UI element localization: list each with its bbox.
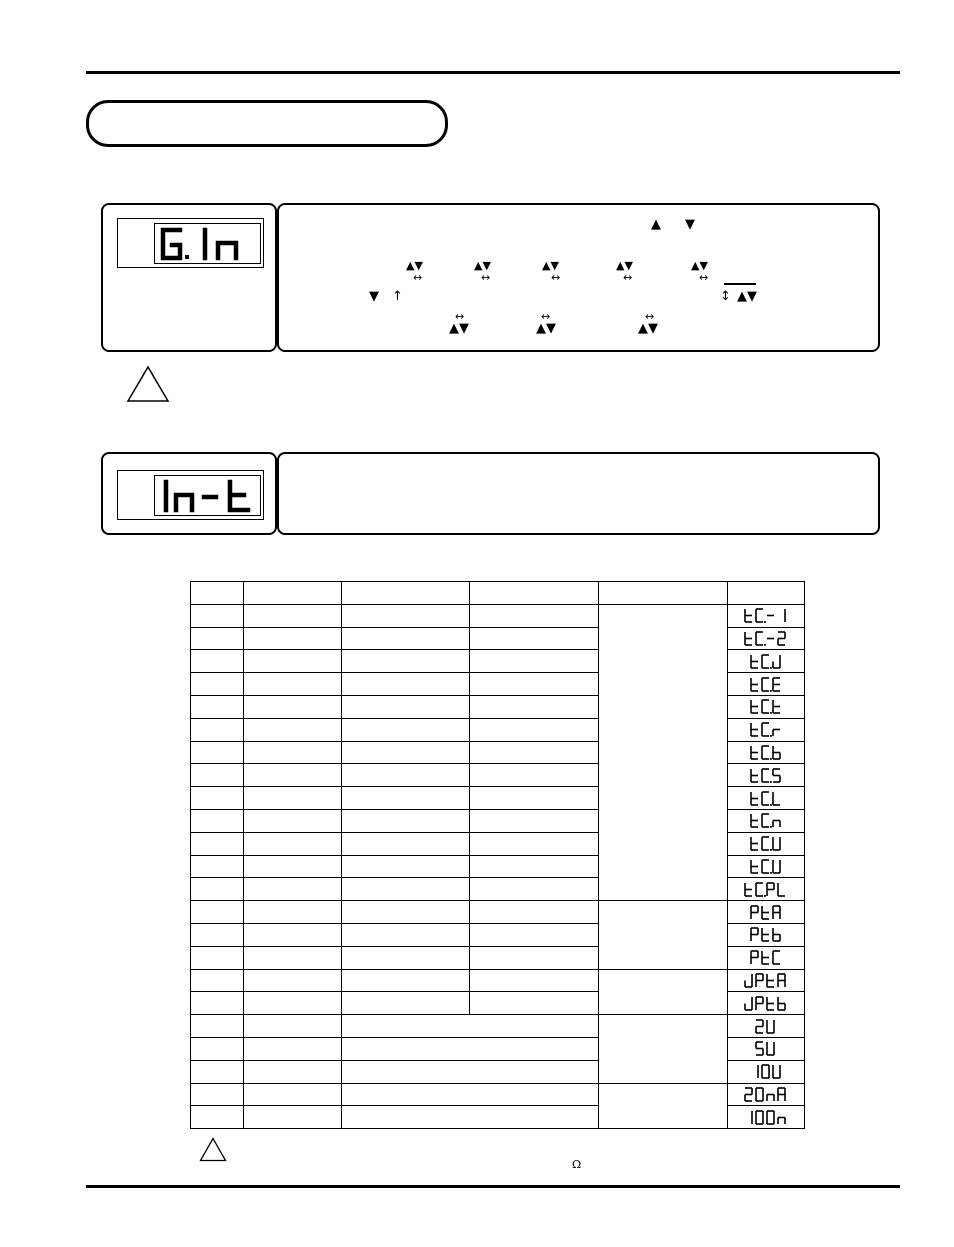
table-cell (342, 946, 470, 969)
table-cell (191, 946, 244, 969)
section-title-box (86, 100, 448, 147)
overline-mark (724, 283, 756, 285)
table-cell (191, 992, 244, 1015)
table-row (191, 1015, 805, 1038)
table-cell (342, 764, 470, 787)
table-cell (244, 878, 342, 901)
display-panel-g-in (101, 203, 277, 352)
table-cell (342, 832, 470, 855)
table-cell (244, 969, 342, 992)
table-cell (470, 969, 599, 992)
input-code-cell (728, 627, 805, 650)
table-cell (191, 1015, 244, 1038)
table-cell (342, 855, 470, 878)
segment-code-glyph (749, 926, 784, 943)
segment-code-glyph (749, 744, 784, 761)
table-cell (342, 627, 470, 650)
segment-code-glyph (749, 698, 784, 715)
input-type-table (190, 581, 805, 1129)
input-code-cell (728, 673, 805, 696)
table-cell (191, 1083, 244, 1106)
input-code-cell (728, 604, 805, 627)
description-panel-in-t (277, 452, 880, 535)
table-cell (191, 832, 244, 855)
table-cell (470, 832, 599, 855)
left-right-arrow-icon: ↔ (645, 310, 655, 323)
table-cell (342, 969, 470, 992)
table-cell (470, 764, 599, 787)
segment-code-glyph (743, 995, 789, 1012)
table-cell (244, 901, 342, 924)
input-code-cell (728, 946, 805, 969)
table-cell (191, 650, 244, 673)
table-cell (244, 1106, 342, 1129)
table-cell (342, 809, 470, 832)
up-down-keys-icon: ▲▼ (536, 321, 556, 336)
input-code-cell (728, 923, 805, 946)
input-code-cell (728, 809, 805, 832)
table-row (191, 1083, 805, 1106)
input-code-cell (728, 855, 805, 878)
caution-triangle-icon (199, 1137, 227, 1162)
segment-code-glyph (743, 1086, 789, 1103)
input-code-cell (728, 1015, 805, 1038)
table-cell (191, 695, 244, 718)
table-row (191, 969, 805, 992)
up-down-keys-icon: ▲▼ (449, 321, 469, 336)
segment-code-glyph (749, 904, 784, 921)
input-code-cell (728, 1083, 805, 1106)
table-cell (470, 718, 599, 741)
down-key-icon: ▼ (369, 289, 379, 304)
table-cell (191, 1106, 244, 1129)
table-cell (470, 946, 599, 969)
segment-code-glyph (749, 790, 784, 807)
segment-code-glyph (749, 676, 784, 693)
input-code-cell (728, 878, 805, 901)
table-cell (191, 878, 244, 901)
table-cell (244, 764, 342, 787)
segment-code-glyph (749, 1063, 784, 1080)
table-cell (191, 1037, 244, 1060)
table-cell (244, 1060, 342, 1083)
input-code-cell (728, 741, 805, 764)
segment-code-glyph (749, 767, 784, 784)
input-code-cell (728, 1037, 805, 1060)
input-code-cell (728, 969, 805, 992)
up-down-arrow-icon: ↕ (720, 289, 731, 304)
caution-triangle-icon (126, 365, 170, 403)
table-cell (470, 695, 599, 718)
segment-code-glyph (749, 721, 784, 738)
input-code-cell (728, 1106, 805, 1129)
table-cell (244, 604, 342, 627)
up-down-keys-icon: ▲▼ (406, 259, 423, 272)
segment-code-glyph (749, 653, 784, 670)
lcd-readout-g-in (158, 226, 258, 262)
group-cell (599, 1083, 728, 1129)
table-cell (342, 878, 470, 901)
table-cell (244, 1015, 342, 1038)
table-cell (191, 923, 244, 946)
table-cell (244, 650, 342, 673)
table-cell (470, 650, 599, 673)
segment-code-glyph (754, 1040, 778, 1057)
segment-code-glyph (749, 949, 784, 966)
table-cell (191, 901, 244, 924)
table-cell (244, 1083, 342, 1106)
table-cell (342, 673, 470, 696)
input-code-cell (728, 992, 805, 1015)
segment-code-glyph (749, 858, 784, 875)
table-cell (191, 787, 244, 810)
input-code-cell (728, 718, 805, 741)
group-cell (599, 604, 728, 900)
table-cell (244, 673, 342, 696)
group-cell (599, 969, 728, 1015)
table-cell (342, 650, 470, 673)
table-cell (342, 1015, 599, 1038)
left-right-arrow-icon: ↔ (481, 271, 491, 284)
left-right-arrow-icon: ↔ (551, 271, 561, 284)
table-cell (244, 787, 342, 810)
table-cell (191, 627, 244, 650)
input-code-cell (728, 901, 805, 924)
table-cell (342, 787, 470, 810)
table-cell (244, 946, 342, 969)
table-cell (191, 604, 244, 627)
table-cell (342, 1106, 599, 1129)
table-cell (244, 809, 342, 832)
up-down-keys-icon: ▲▼ (638, 321, 658, 336)
table-cell (342, 901, 470, 924)
input-code-cell (728, 764, 805, 787)
left-right-arrow-icon: ↔ (413, 271, 423, 284)
table-cell (191, 1060, 244, 1083)
up-arrow-icon: ↑ (392, 289, 403, 304)
table-cell (191, 969, 244, 992)
segment-code-glyph (749, 835, 784, 852)
table-cell (244, 627, 342, 650)
up-down-keys-icon: ▲▼ (737, 289, 757, 304)
table-cell (191, 673, 244, 696)
group-cell (599, 1015, 728, 1083)
table-cell (342, 695, 470, 718)
table-cell (342, 1037, 599, 1060)
table-cell (470, 855, 599, 878)
segment-code-glyph (743, 1109, 789, 1126)
header-rule (86, 71, 900, 74)
left-right-arrow-icon: ↔ (623, 271, 633, 284)
table-cell (244, 923, 342, 946)
table-cell (244, 741, 342, 764)
table-cell (191, 855, 244, 878)
table-cell (470, 809, 599, 832)
table-cell (342, 992, 470, 1015)
segment-code-glyph (743, 630, 789, 647)
table-cell (244, 1037, 342, 1060)
table-cell (470, 741, 599, 764)
segment-code-glyph (754, 1018, 778, 1035)
table-cell (191, 718, 244, 741)
segment-code-glyph (743, 607, 789, 624)
lcd-readout-in-t (160, 478, 260, 514)
input-code-cell (728, 787, 805, 810)
up-down-keys-icon: ▲▼ (691, 259, 708, 272)
table-cell (470, 901, 599, 924)
group-cell (599, 901, 728, 969)
table-cell (470, 992, 599, 1015)
up-key-icon: ▲ (651, 217, 661, 232)
table-cell (191, 809, 244, 832)
table-cell (191, 764, 244, 787)
up-down-keys-icon: ▲▼ (542, 259, 559, 272)
table-cell (470, 604, 599, 627)
table-cell (470, 673, 599, 696)
table-cell (342, 741, 470, 764)
table-cell (470, 787, 599, 810)
table-cell (244, 832, 342, 855)
left-right-arrow-icon: ↔ (541, 310, 551, 323)
table-cell (342, 1083, 599, 1106)
up-down-keys-icon: ▲▼ (616, 259, 633, 272)
table-cell (342, 718, 470, 741)
segment-code-glyph (743, 881, 789, 898)
table-row (191, 604, 805, 627)
table-cell (191, 741, 244, 764)
input-code-cell (728, 832, 805, 855)
input-code-cell (728, 695, 805, 718)
table-cell (342, 1060, 599, 1083)
segment-code-glyph (743, 972, 789, 989)
segment-code-glyph (749, 812, 784, 829)
table-cell (244, 992, 342, 1015)
up-down-keys-icon: ▲▼ (474, 259, 491, 272)
table-cell (244, 695, 342, 718)
table-cell (470, 627, 599, 650)
left-right-arrow-icon: ↔ (699, 271, 709, 284)
table-cell (470, 878, 599, 901)
down-key-icon: ▼ (685, 217, 695, 232)
table-cell (244, 718, 342, 741)
input-code-cell (728, 650, 805, 673)
description-panel-g-in (277, 203, 880, 352)
table-cell (342, 604, 470, 627)
ohm-symbol: Ω (572, 1158, 582, 1171)
table-row (191, 901, 805, 924)
table-cell (244, 855, 342, 878)
left-right-arrow-icon: ↔ (455, 310, 465, 323)
table-cell (470, 923, 599, 946)
table-header-row (191, 582, 805, 605)
table-cell (342, 923, 470, 946)
display-panel-in-t (101, 452, 277, 535)
input-code-cell (728, 1060, 805, 1083)
footer-rule (86, 1185, 900, 1188)
